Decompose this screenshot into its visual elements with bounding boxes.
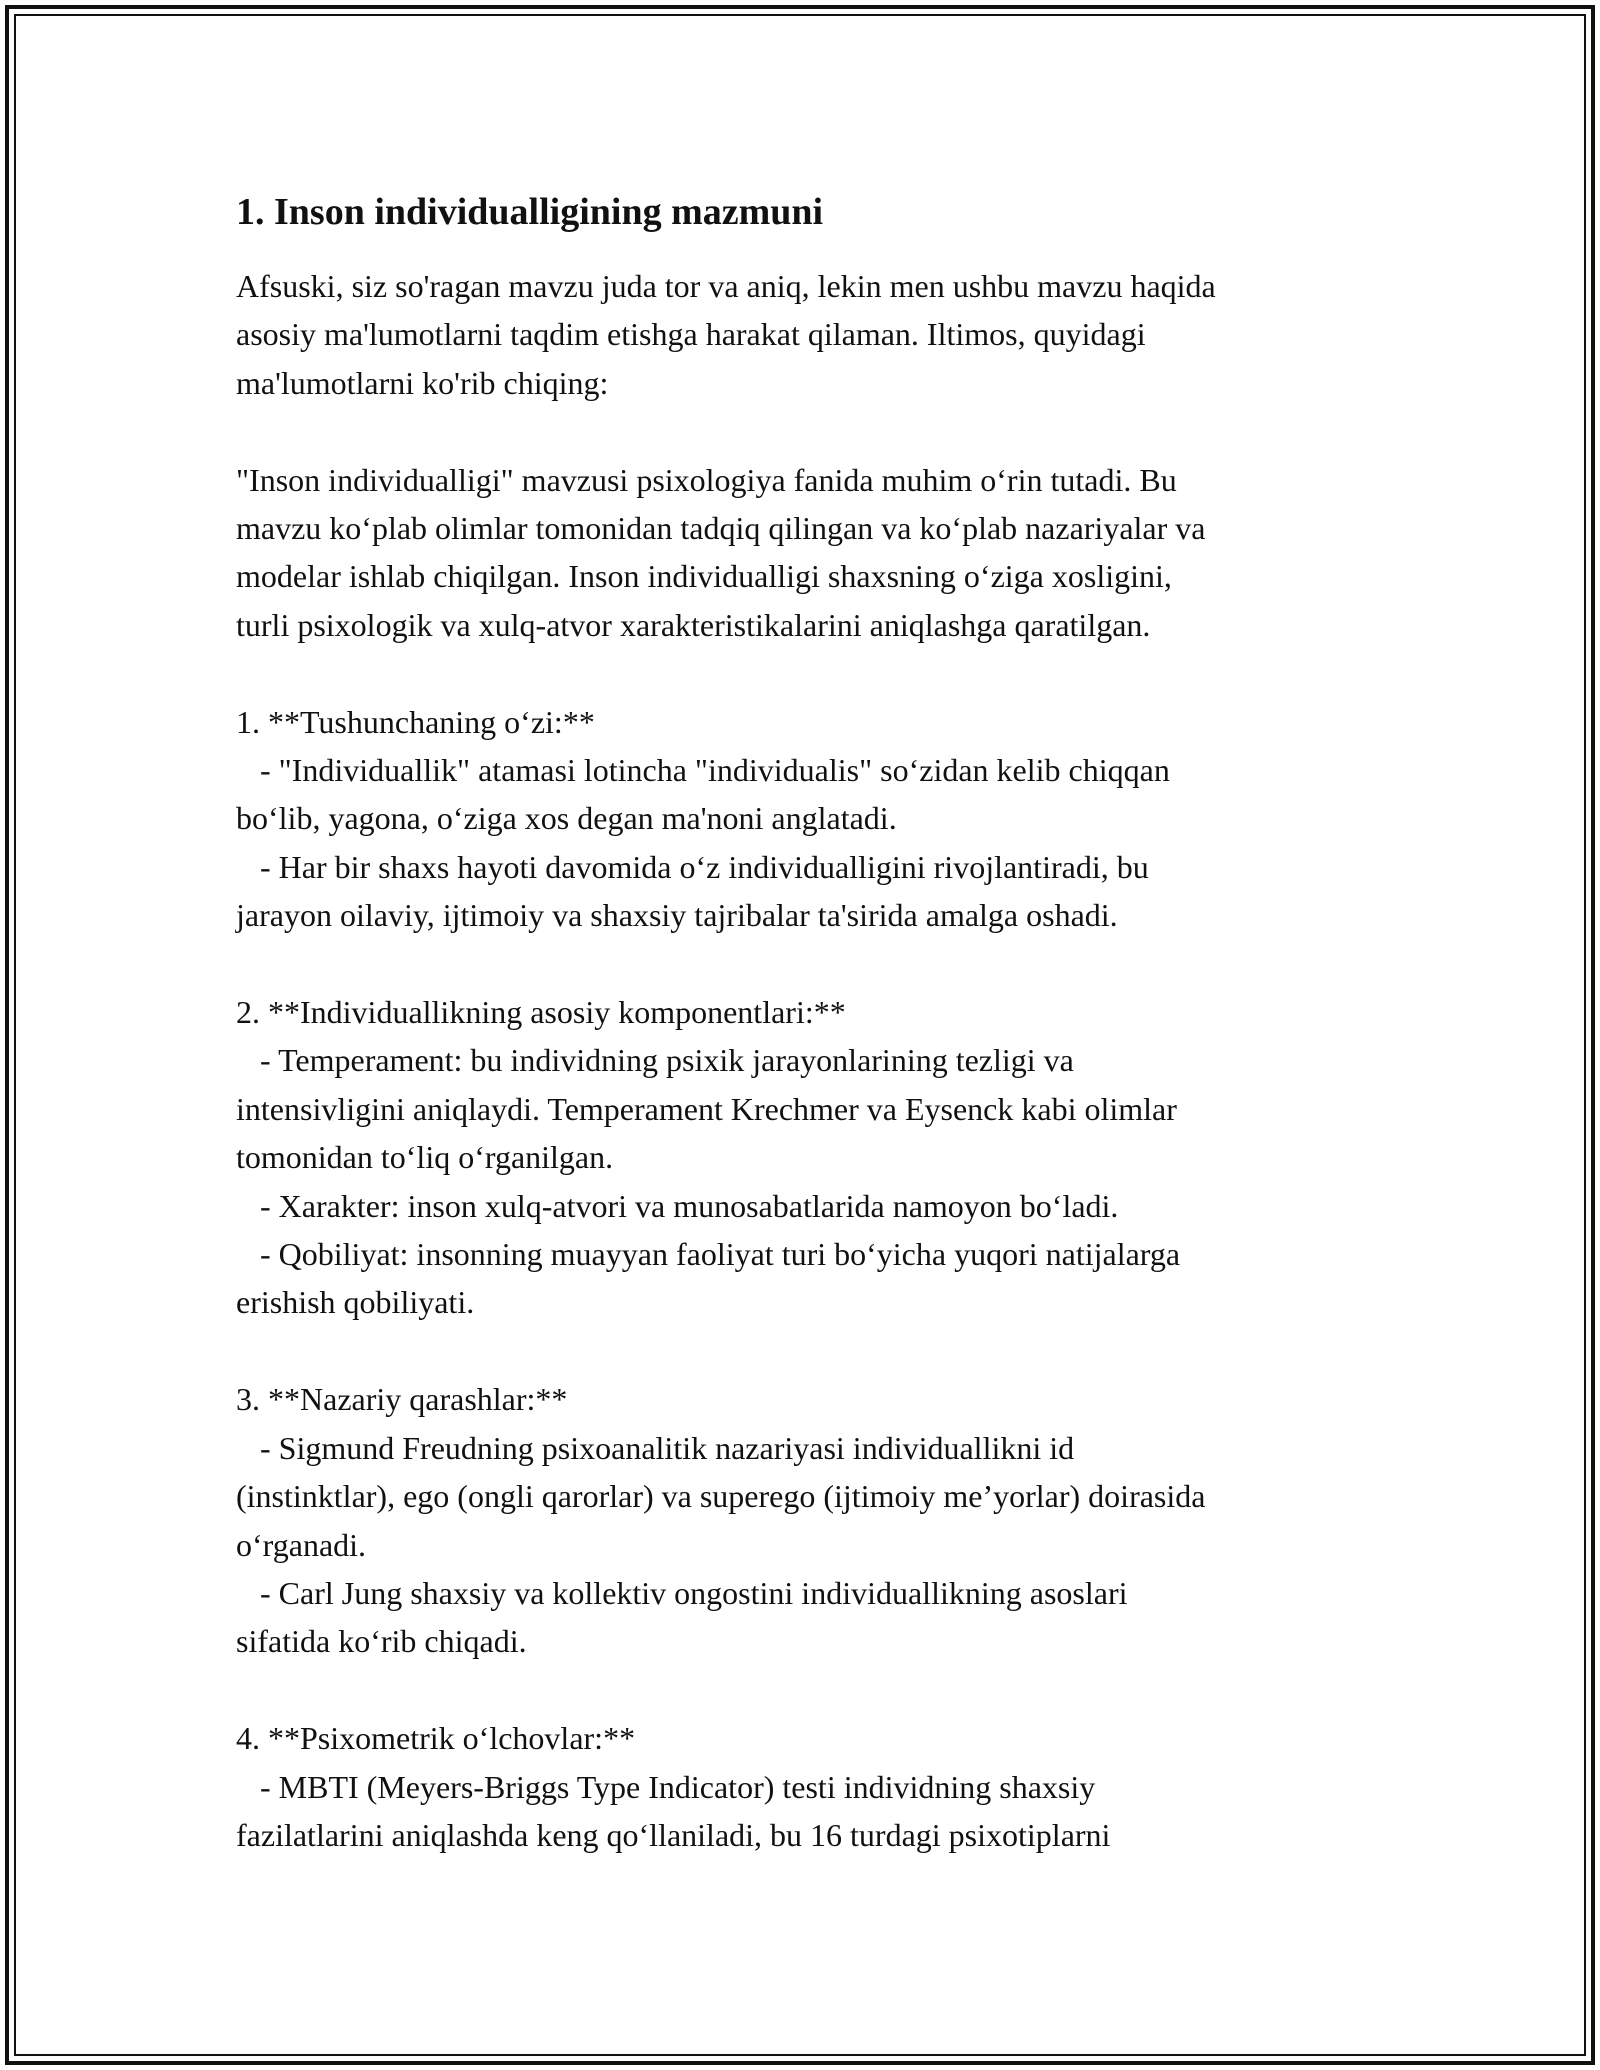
intro-paragraph: Afsuski, siz so'ragan mavzu juda tor va aniq, lekin men ushbu mavzu haqida asosiy ma'lumotlarni taqdim etishga harakat qilaman. Iltimos, quyidagi ma'lumotlarni ko'rib chiqing:: [236, 268, 1216, 401]
section-komponentlar: 2. **Individuallikning asosiy komponentlari:** - Temperament: bu individning psixik jarayonlarining tezligi va intensivligini aniqlaydi. Temperament Krechmer va Eysenck kabi olimlar tomonidan to‘liq o‘rganilgan. - Xarakter: inson xulq-atvori va munosabatlarida namoyon bo‘ladi. - Qobiliyat: insonning muayyan faoliyat turi bo‘yicha yuqori natijalarga erishish qobiliyati.: [236, 994, 1181, 1321]
section-tushuncha: 1. **Tushunchaning o‘zi:** - "Individuallik" atamasi lotincha "individualis" so‘zidan kelib chiqqan bo‘lib, yagona, o‘ziga xos degan ma'noni anglatadi. - Har bir shaxs hayoti davomida o‘z individualligini rivojlantiradi, bu jarayon oilaviy, ijtimoiy va shaxsiy tajribalar ta'sirida amalga oshadi.: [236, 703, 1170, 934]
section-nazariy-qarashlar: 3. **Nazariy qarashlar:** - Sigmund Freudning psixoanalitik nazariyasi individuallikni id (instinktlar), ego (ongli qarorlar) va superego (ijtimoiy me’yorlar) doirasida o‘rganadi. - Carl Jung shaxsiy va kollektiv ongostini individuallikning asoslari sifatida ko‘rib chiqadi.: [236, 1381, 1206, 1660]
paragraph-gap: [236, 1327, 1376, 1375]
document-title: 1. Inson individualligining mazmuni: [236, 191, 824, 233]
document-body: [236, 186, 1376, 1859]
paragraph-gap: [236, 407, 1376, 455]
paragraph-gap: [236, 940, 1376, 988]
overview-paragraph: "Inson individualligi" mavzusi psixologiya fanida muhim o‘rin tutadi. Bu mavzu ko‘plab olimlar tomonidan tadqiq qilingan va ko‘plab nazariyalar va modelar ishlab chiqilgan. Inson individualligi shaxsning o‘ziga xosligini, turli psixologik va xulq-atvor xarakteristikalarini aniqlashga qaratilgan.: [236, 461, 1206, 643]
paragraph-gap: [236, 649, 1376, 697]
paragraph-gap: [236, 1666, 1376, 1714]
section-psixometrik: 4. **Psixometrik o‘lchovlar:** - MBTI (Meyers-Briggs Type Indicator) testi individning shaxsiy fazilatlarini aniqlashda keng qo‘llaniladi, bu 16 turdagi psixotiplarni: [236, 1720, 1111, 1853]
